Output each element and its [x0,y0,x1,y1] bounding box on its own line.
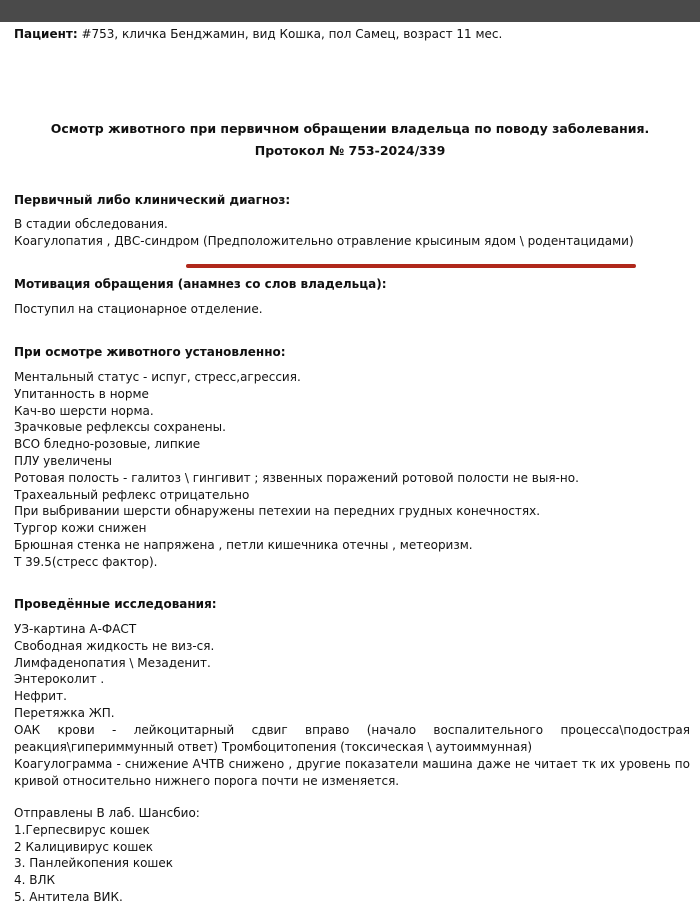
blood-test-result: ОАК крови - лейкоцитарный сдвиг вправо (начало воспалительного процесса\подострая реакция\гипериммунный ответ) Тромбоцитопения (токсическая \ аутоиммунная) [14,722,690,754]
research-line: Лимфаденопатия \ Мезаденит. [14,655,211,670]
protocol-number: Протокол № 753-2024/339 [254,143,446,158]
coagulogram-result: Коагулограмма - снижение АЧТВ снижено , другие показатели машина даже не читает тк их уровень по кривой относительно нижнего порога почти не изменяется. [14,756,690,788]
exam-line: Ментальный статус - испуг, стресс,агрессия. [14,370,301,384]
document-title: Осмотр животного при первичном обращении владельца по поводу заболевания. [50,121,650,136]
exam-line: ПЛУ увеличены [14,453,112,468]
research-line: Энтероколит . [14,672,105,687]
exam-line: Т 39.5(стресс фактор). [14,554,158,569]
exam-line: Кач-во шерсти норма. [14,403,154,418]
research-line: Свободная жидкость не виз-ся. [14,638,215,653]
patient-label: Пациент: [14,27,78,41]
patient-details: #753, кличка Бенджамин, вид Кошка, пол Самец, возраст 11 мес. [77,27,503,41]
research-line: Нефрит. [14,689,67,704]
lab-line: 2 Калицивирус кошек [14,839,153,854]
patient-info [14,26,502,42]
lab-tests [14,805,690,906]
exam-line: Тургор кожи снижен [14,521,147,536]
lab-line: 4. ВЛК [14,873,56,888]
diagnosis-heading: Первичный либо клинический диагноз: [14,193,291,207]
exam-line: Брюшная стенка не напряжена , петли кишечника отечны , метеоризм. [14,537,473,552]
exam-line: При выбривании шерсти обнаружены петехии на передних грудных конечностях. [14,504,541,519]
research-line: Перетяжка ЖП. [14,705,115,720]
motivation-text [14,301,690,318]
motivation-line: Поступил на стационарное отделение. [14,302,263,316]
exam-findings [14,369,690,571]
research-results [14,621,690,790]
exam-line: Зрачковые рефлексы сохранены. [14,420,226,435]
lab-line: 5. Антитела ВИК. [14,889,123,904]
lab-line: 1.Герпесвирус кошек [14,822,150,837]
diagnosis-line: Коагулопатия , ДВС-синдром (Предположительно отравление крысиным ядом \ родентацидами) [14,233,634,248]
research-heading: Проведённые исследования: [14,597,217,611]
exam-line: Трахеальный рефлекс отрицательно [14,487,250,502]
exam-line: Ротовая полость - галитоз \ гингивит ; язвенных поражений ротовой полости не выя-но. [14,470,579,485]
diagnosis-text [14,216,690,250]
motivation-heading: Мотивация обращения (анамнез со слов владельца): [14,277,387,291]
red-underline-annotation [186,264,636,268]
lab-line: Отправлены В лаб. Шансбио: [14,806,200,820]
exam-heading: При осмотре животного установленно: [14,345,286,359]
top-bar [0,0,700,22]
research-line: УЗ-картина А-ФАСТ [14,622,137,636]
exam-line: ВСО бледно-розовые, липкие [14,437,201,452]
diagnosis-line: В стадии обследования. [14,217,168,231]
lab-line: 3. Панлейкопения кошек [14,856,174,871]
exam-line: Упитанность в норме [14,386,149,401]
